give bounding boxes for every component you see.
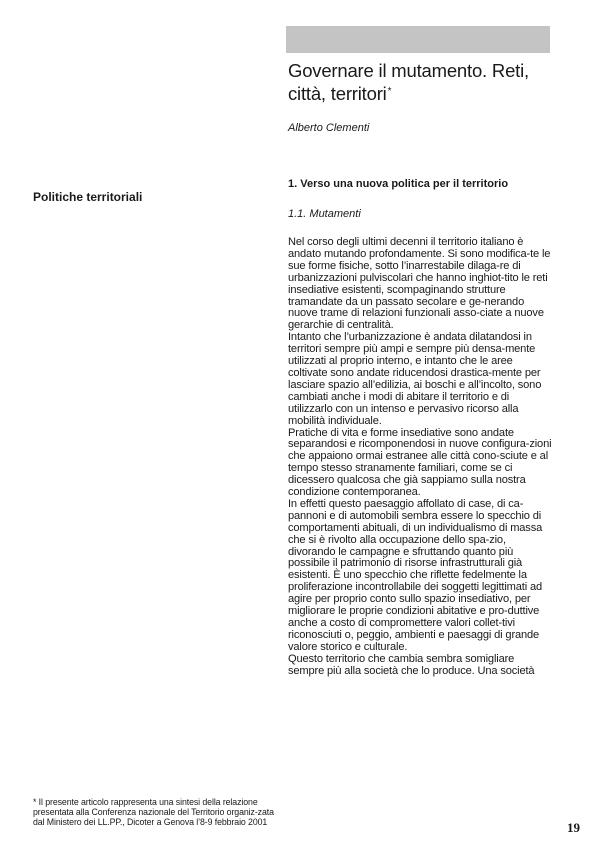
- subsection-heading: 1.1. Mutamenti: [288, 208, 361, 220]
- section-heading: 1. Verso una nuova politica per il territorio: [288, 178, 509, 190]
- paragraph: In effetti questo paesaggio affollato di case, di ca-pannoni e di automobili sembra essere lo specchio di comportamenti abituali, di un individualismo di massa che si è rivolto alla occupazione dello spa-zio, divorando le campagne e sfruttando quanto più possibile il patrimonio di risorse infrastrutturali già esistenti. È uno specchio che riflette fedelmente la proliferazione incontrollabile dei soggetti legittimati ad agire per proprio conto sullo spazio insediativo, per migliorare le proprie condizioni abitative e pro-duttive anche a costo di compromettere valori collet-tivi riconosciuti o, peggio, ambienti e paesaggi di grande valore storico e culturale.: [288, 497, 543, 653]
- article-author: Alberto Clementi: [288, 122, 370, 134]
- article-title-text: Governare il mutamento. Reti, città, territori: [288, 60, 529, 104]
- page-number: 19: [567, 820, 580, 835]
- paragraph: Questo territorio che cambia sembra somigliare sempre più alla società che lo produce. Una società: [288, 652, 535, 677]
- paragraph: Nel corso degli ultimi decenni il territorio italiano è andato mutando profondamente. Si sono modifica-te le sue forme fisiche, sotto l’inarrestabile dilaga-re di urbanizzazioni pulviscolari che hanno inghiot-tito le reti insediative esistenti, scompaginando strutture tramandate da un passato secolare e ge-nerando nuove trame di relazioni funzionali asso-ciate a nuove gerarchie di centralità.: [288, 236, 551, 332]
- footnote: * Il presente articolo rappresenta una sintesi della relazione presentata alla Conferenza nazionale del Territorio organiz-zata dal Ministero dei LL.PP., Dicoter a Genova l’8-9 febbraio 2001: [33, 797, 274, 828]
- paragraph: Pratiche di vita e forme insediative sono andate separandosi e ricomponendosi in nuove configura-zioni che appaiono ormai estranee alle città cono-sciute e al tempo stesso stranamente familiari, come se ci dicessero qualcosa che già sappiamo sulla nostra condizione contemporanea.: [288, 426, 552, 499]
- section-label: Politiche territoriali: [33, 190, 143, 204]
- paragraph: Intanto che l’urbanizzazione è andata dilatandosi in territori sempre più ampi e sempre più densa-mente utilizzati al proprio interno, e intanto che le aree coltivate sono andate riducendosi drastica-mente per lasciare spazio all’edilizia, ai boschi e all’incolto, sono cambiati anche i modi di abitare il territorio e di utilizzarlo con un intenso e pervasivo ricorso alla mobilità individuale.: [288, 331, 542, 427]
- footnote-marker: *: [387, 86, 392, 97]
- header-band: [286, 26, 550, 53]
- body-text: [288, 237, 553, 678]
- article-title: [288, 60, 550, 104]
